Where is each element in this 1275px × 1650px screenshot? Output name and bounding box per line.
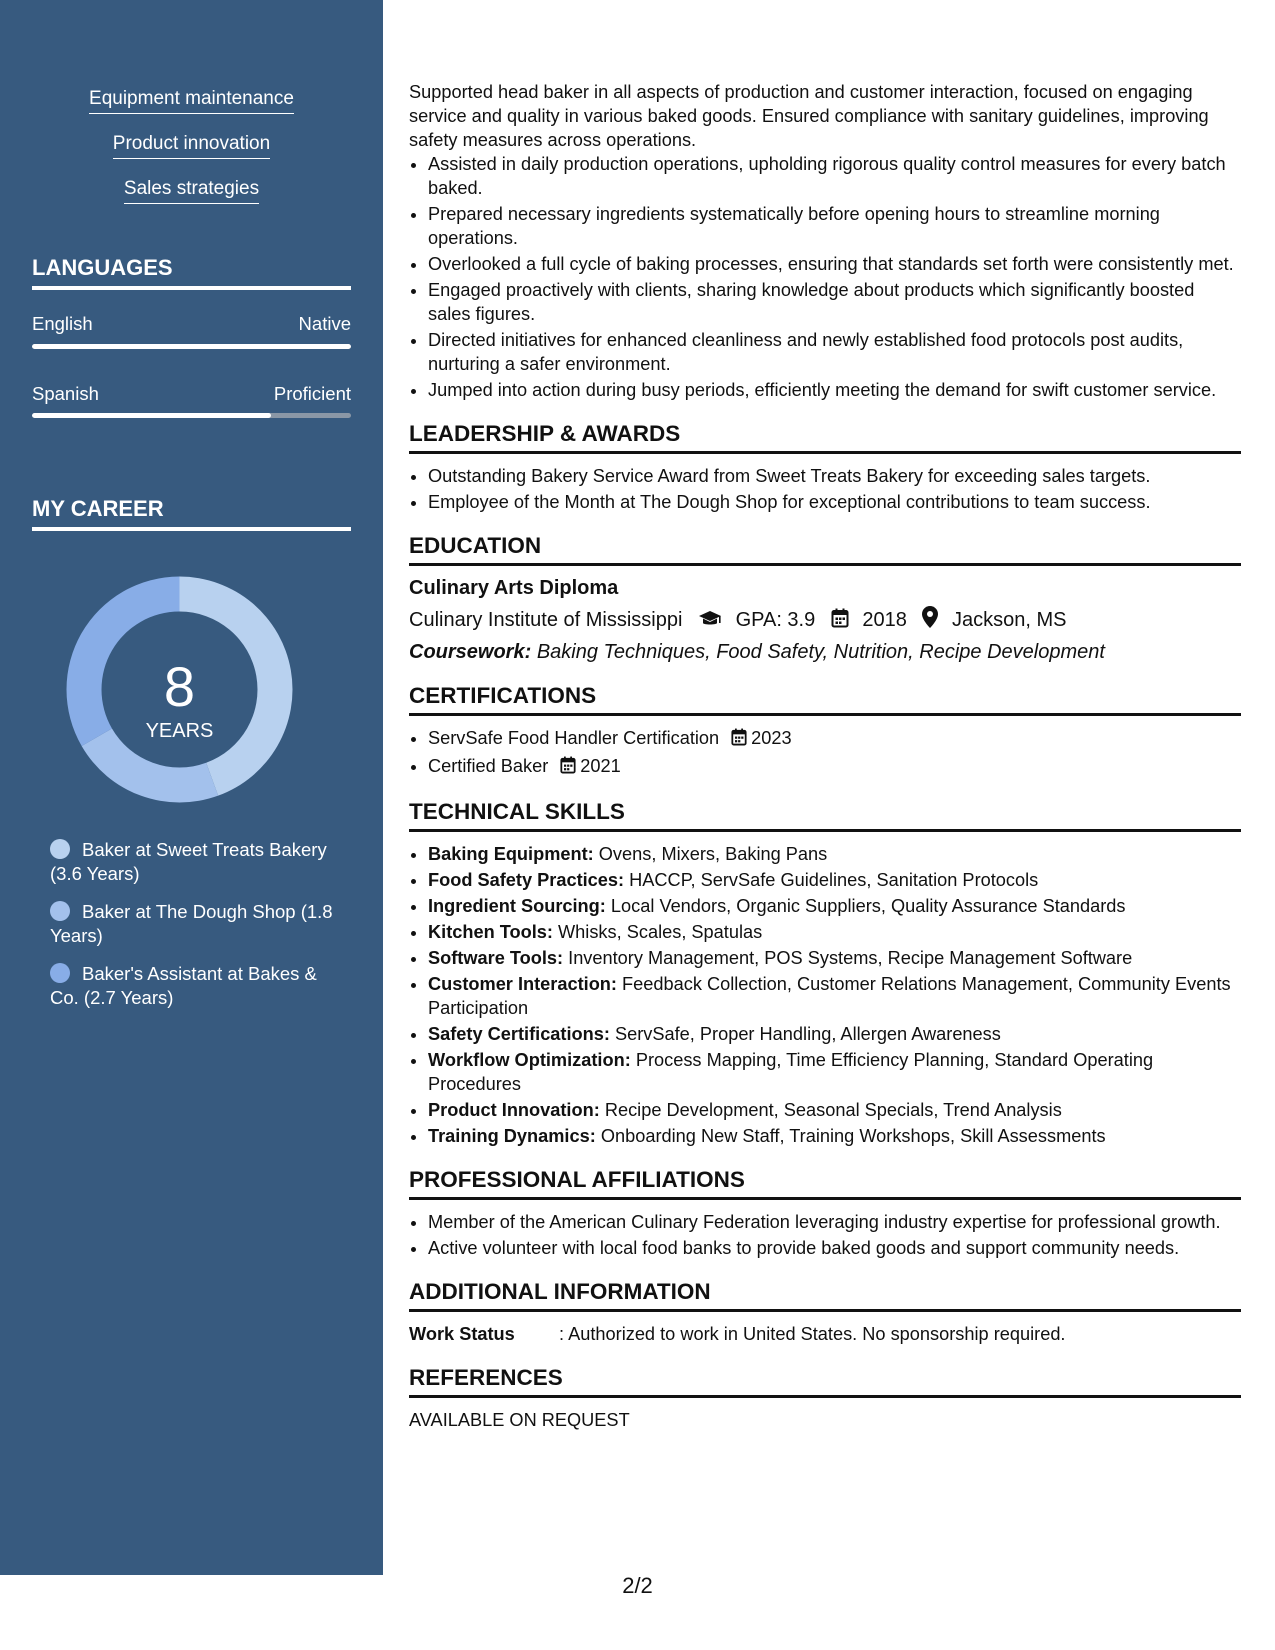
education-gpa: GPA: 3.9 xyxy=(735,609,816,631)
leadership-heading: LEADERSHIP & AWARDS xyxy=(409,420,1241,454)
language-name: English xyxy=(32,313,93,334)
list-item: • Member of the American Culinary Federation leveraging industry expertise for professional growth. xyxy=(428,1210,1241,1234)
certification-name: ServSafe Food Handler Certification xyxy=(428,728,720,748)
legend-label: Baker's Assistant at Bakes & Co. (2.7 Years) xyxy=(50,963,317,1008)
coursework-value: Baking Techniques, Food Safety, Nutrition, Recipe Development xyxy=(536,641,1105,663)
additional-info-heading: ADDITIONAL INFORMATION xyxy=(409,1278,1241,1312)
certifications-list xyxy=(409,726,1241,780)
career-legend-item xyxy=(50,900,340,948)
skill-value: Onboarding New Staff, Training Workshops, Skill Assessments xyxy=(600,1126,1106,1146)
education-school: Culinary Institute of Mississippi xyxy=(409,609,683,631)
affiliations-list xyxy=(409,1210,1241,1260)
skill-label: Ingredient Sourcing: xyxy=(428,896,606,916)
skill-link-equipment-maintenance[interactable]: Equipment maintenance xyxy=(0,88,383,114)
language-bar-english xyxy=(32,344,351,349)
education-details xyxy=(409,606,1241,634)
skill-value: ServSafe, Proper Handling, Allergen Awareness xyxy=(614,1024,1001,1044)
graduation-cap-icon xyxy=(698,610,722,634)
languages-heading: LANGUAGES xyxy=(32,255,351,290)
certification-name: Certified Baker xyxy=(428,756,549,776)
skill-label: Kitchen Tools: xyxy=(428,922,553,942)
language-bar-spanish xyxy=(32,413,351,418)
work-status-row xyxy=(409,1322,1241,1346)
list-item xyxy=(428,842,1241,866)
main-content xyxy=(409,80,1241,1432)
affiliations-heading: PROFESSIONAL AFFILIATIONS xyxy=(409,1166,1241,1200)
list-item xyxy=(428,754,1241,780)
list-item xyxy=(428,972,1241,1020)
calendar-icon xyxy=(560,756,576,780)
skill-label: Safety Certifications: xyxy=(428,1024,610,1044)
legend-dot xyxy=(50,963,70,983)
skill-value: Inventory Management, POS Systems, Recipe Management Software xyxy=(568,948,1133,968)
skill-value: Process Mapping, Time Efficiency Planning, Standard Operating Procedures xyxy=(428,1050,1154,1094)
certification-year: 2023 xyxy=(751,728,792,748)
leadership-list xyxy=(409,464,1241,514)
language-name: Spanish xyxy=(32,383,99,404)
skill-value: Ovens, Mixers, Baking Pans xyxy=(598,844,828,864)
list-item xyxy=(428,1022,1241,1046)
education-year: 2018 xyxy=(862,609,907,631)
calendar-icon xyxy=(731,728,747,752)
calendar-icon xyxy=(831,608,849,634)
technical-skills-heading: TECHNICAL SKILLS xyxy=(409,798,1241,832)
list-item: • Employee of the Month at The Dough Shop for exceptional contributions to team success. xyxy=(428,490,1241,514)
references-text: AVAILABLE ON REQUEST xyxy=(409,1410,630,1430)
list-item: • Engaged proactively with clients, sharing knowledge about products which significantly boosted sales figures. xyxy=(428,278,1241,326)
list-item: • Prepared necessary ingredients systematically before opening hours to streamline morning operations. xyxy=(428,202,1241,250)
list-item xyxy=(428,1098,1241,1122)
list-item xyxy=(428,868,1241,892)
career-legend-item xyxy=(50,838,340,886)
list-item: • Active volunteer with local food banks to provide baked goods and support community needs. xyxy=(428,1236,1241,1260)
skill-value: HACCP, ServSafe Guidelines, Sanitation Protocols xyxy=(629,870,1039,890)
legend-label: Baker at Sweet Treats Bakery (3.6 Years) xyxy=(50,839,327,884)
skill-value: Local Vendors, Organic Suppliers, Quality Assurance Standards xyxy=(610,896,1126,916)
list-item: • Overlooked a full cycle of baking processes, ensuring that standards set forth were consistently met. xyxy=(428,252,1241,276)
skill-label: Customer Interaction: xyxy=(428,974,617,994)
list-item xyxy=(428,920,1241,944)
skill-value: Recipe Development, Seasonal Specials, Trend Analysis xyxy=(604,1100,1062,1120)
career-total-unit: YEARS xyxy=(145,720,214,742)
list-item: • Assisted in daily production operations, upholding rigorous quality control measures for every batch baked. xyxy=(428,152,1241,200)
language-row-english xyxy=(32,313,351,335)
skill-label: Baking Equipment: xyxy=(428,844,594,864)
coursework-label: Coursework: xyxy=(409,641,532,663)
education-degree: Culinary Arts Diploma xyxy=(409,577,619,599)
experience-bullets xyxy=(409,152,1241,402)
career-donut-chart xyxy=(66,576,293,803)
map-pin-icon xyxy=(922,606,938,634)
skill-label: Product Innovation: xyxy=(428,1100,600,1120)
education-location: Jackson, MS xyxy=(951,609,1067,631)
certifications-heading: CERTIFICATIONS xyxy=(409,682,1241,716)
page-number: 2/2 xyxy=(622,1573,653,1598)
skill-label: Workflow Optimization: xyxy=(428,1050,631,1070)
language-bar-fill xyxy=(32,344,351,349)
list-item: • Directed initiatives for enhanced cleanliness and newly established food protocols post audits, nurturing a safer environment. xyxy=(428,328,1241,376)
list-item xyxy=(428,946,1241,970)
language-level: Native xyxy=(298,313,351,334)
skill-value: Feedback Collection, Customer Relations Management, Community Events Participation xyxy=(428,974,1231,1018)
language-bar-fill xyxy=(32,413,271,418)
certification-year: 2021 xyxy=(580,756,621,776)
technical-skills-list xyxy=(409,842,1241,1148)
list-item xyxy=(428,1124,1241,1148)
education-coursework xyxy=(409,640,1241,664)
language-level: Proficient xyxy=(273,383,351,404)
list-item: • Outstanding Bakery Service Award from Sweet Treats Bakery for exceeding sales targets. xyxy=(428,464,1241,488)
list-item: • Jumped into action during busy periods, efficiently meeting the demand for swift customer service. xyxy=(428,378,1241,402)
career-legend-item xyxy=(50,962,340,1010)
language-row-spanish xyxy=(32,383,351,405)
work-status-label: Work Status xyxy=(409,1324,515,1344)
skill-link-product-innovation[interactable]: Product innovation xyxy=(0,133,383,159)
education-heading: EDUCATION xyxy=(409,532,1241,566)
list-item xyxy=(428,894,1241,918)
skill-label: Software Tools: xyxy=(428,948,564,968)
legend-dot xyxy=(50,901,70,921)
skill-value: Whisks, Scales, Spatulas xyxy=(558,922,763,942)
skill-label: Training Dynamics: xyxy=(428,1126,596,1146)
skill-link-sales-strategies[interactable]: Sales strategies xyxy=(0,178,383,204)
references-heading: REFERENCES xyxy=(409,1364,1241,1398)
sidebar xyxy=(0,0,383,1575)
work-status-value: : Authorized to work in United States. No sponsorship required. xyxy=(559,1324,1066,1344)
career-total-number: 8 xyxy=(163,655,196,718)
legend-dot xyxy=(50,839,70,859)
legend-label: Baker at The Dough Shop (1.8 Years) xyxy=(50,901,333,946)
list-item xyxy=(428,1048,1241,1096)
skill-label: Food Safety Practices: xyxy=(428,870,625,890)
donut-segment-1 xyxy=(180,577,293,796)
career-heading: MY CAREER xyxy=(32,496,351,531)
list-item xyxy=(428,726,1241,752)
experience-summary: Supported head baker in all aspects of production and customer interaction, focused on engaging service and quality in various baked goods. Ensured compliance with sanitary guidelines, improving safety measures across operations. xyxy=(409,82,1209,150)
